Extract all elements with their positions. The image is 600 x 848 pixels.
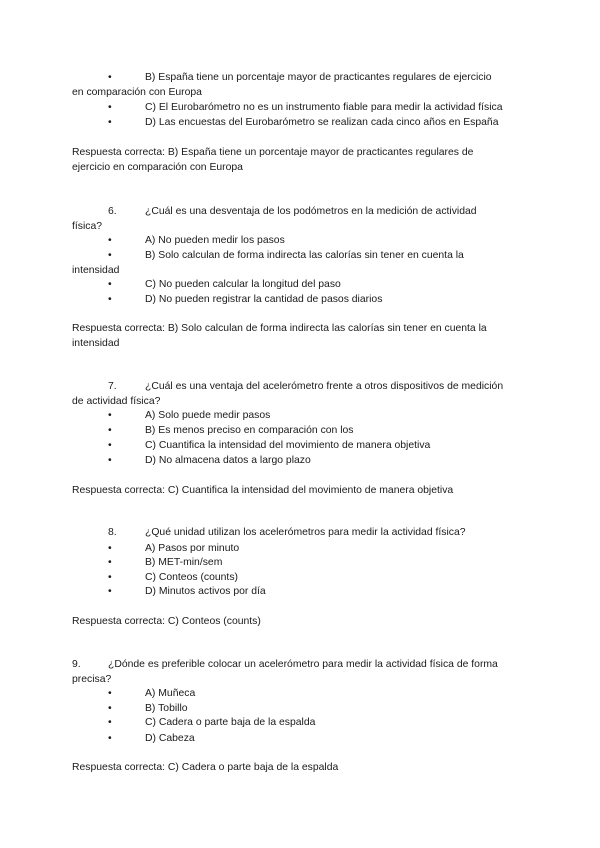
q8-option-a: A) Pasos por minuto (145, 543, 240, 554)
q6-answer: Respuesta correcta: B) Solo calculan de forma indirecta las calorías sin tener en cuenta la (72, 323, 487, 334)
q8-option-d: D) Minutos activos por día (145, 586, 266, 597)
q7-option-a: A) Solo puede medir pasos (145, 410, 271, 421)
q9-question-cont: precisa? (72, 674, 112, 685)
q5-option-c: C) El Eurobarómetro no es un instrumento fiable para medir la actividad física (145, 102, 503, 113)
q5-option-b-cont: en comparación con Europa (72, 87, 202, 98)
bullet-icon: • (108, 72, 112, 83)
q9-answer: Respuesta correcta: C) Cadera o parte baja de la espalda (72, 762, 339, 773)
bullet-icon: • (108, 250, 112, 261)
q6-answer-cont: intensidad (72, 338, 120, 349)
q9-option-c: C) Cadera o parte baja de la espalda (145, 717, 316, 728)
q7-question: ¿Cuál es una ventaja del acelerómetro frente a otros dispositivos de medición (145, 381, 504, 392)
q5-option-b: B) España tiene un porcentaje mayor de practicantes regulares de ejercicio (145, 72, 492, 83)
bullet-icon: • (108, 117, 112, 128)
q6-option-c: C) No pueden calcular la longitud del paso (145, 279, 341, 290)
q8-question: ¿Qué unidad utilizan los acelerómetros para medir la actividad física? (145, 527, 466, 538)
q8-answer: Respuesta correcta: C) Conteos (counts) (72, 616, 261, 627)
q9-option-b: B) Tobillo (145, 703, 188, 714)
bullet-icon: • (108, 102, 112, 113)
q6-option-d: D) No pueden registrar la cantidad de pasos diarios (145, 294, 383, 305)
q8-number: 8. (108, 527, 117, 538)
bullet-icon: • (108, 703, 112, 714)
q5-option-d: D) Las encuestas del Eurobarómetro se realizan cada cinco años en España (145, 117, 499, 128)
q6-option-b: B) Solo calculan de forma indirecta las calorías sin tener en cuenta la (145, 250, 464, 261)
q5-answer-cont: ejercicio en comparación con Europa (72, 162, 243, 173)
q6-option-a: A) No pueden medir los pasos (145, 235, 285, 246)
bullet-icon: • (108, 425, 112, 436)
q6-number: 6. (108, 206, 117, 217)
bullet-icon: • (108, 688, 112, 699)
q6-option-b-cont: intensidad (72, 265, 120, 276)
q7-option-b: B) Es menos preciso en comparación con los (145, 425, 354, 436)
q8-option-c: C) Conteos (counts) (145, 572, 238, 583)
q6-question-cont: física? (72, 221, 103, 232)
bullet-icon: • (108, 717, 112, 728)
q7-option-c: C) Cuantifica la intensidad del movimiento de manera objetiva (145, 440, 431, 451)
bullet-icon: • (108, 440, 112, 451)
q5-answer: Respuesta correcta: B) España tiene un porcentaje mayor de practicantes regulares de (72, 147, 474, 158)
bullet-icon: • (108, 235, 112, 246)
bullet-icon: • (108, 455, 112, 466)
q7-option-d: D) No almacena datos a largo plazo (145, 455, 311, 466)
bullet-icon: • (108, 294, 112, 305)
q9-question: ¿Dónde es preferible colocar un acelerómetro para medir la actividad física de forma (108, 659, 498, 670)
q7-answer: Respuesta correcta: C) Cuantifica la intensidad del movimiento de manera objetiva (72, 485, 454, 496)
q9-option-d: D) Cabeza (145, 733, 195, 744)
bullet-icon: • (108, 279, 112, 290)
bullet-icon: • (108, 410, 112, 421)
q8-option-b: B) MET-min/sem (145, 557, 223, 568)
q7-question-cont: de actividad física? (72, 396, 161, 407)
bullet-icon: • (108, 586, 112, 597)
q7-number: 7. (108, 381, 117, 392)
q9-number: 9. (72, 659, 81, 670)
bullet-icon: • (108, 572, 112, 583)
bullet-icon: • (108, 733, 112, 744)
bullet-icon: • (108, 543, 112, 554)
q9-option-a: A) Muñeca (145, 688, 196, 699)
bullet-icon: • (108, 557, 112, 568)
q6-question: ¿Cuál es una desventaja de los podómetros en la medición de actividad (145, 206, 477, 217)
